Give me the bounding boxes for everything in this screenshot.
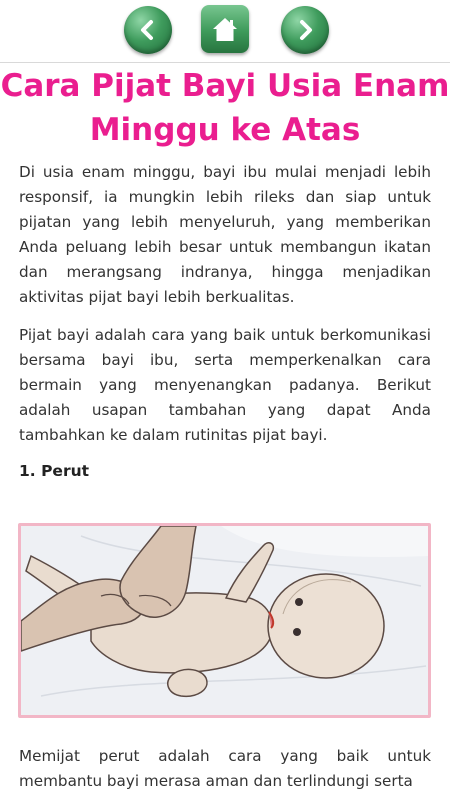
baby-massage-illustration [18,523,431,718]
section-heading: 1. Perut [19,462,90,480]
chevron-left-icon [136,18,160,42]
home-button[interactable] [201,5,249,53]
intro-paragraph: Di usia enam minggu, bayi ibu mulai menjadi lebih responsif, ia mungkin lebih rileks dan siap untuk pijatan yang lebih menyeluruh, yang memberikan Anda peluang lebih besar untuk membangun ikatan dan merangsang indranya, hingga menjadikan aktivitas pijat bayi lebih berkualitas. [19,163,431,306]
page-title: Cara Pijat Bayi Usia Enam Minggu ke Atas [0,68,450,148]
body-paragraph: Memijat perut adalah cara yang baik untuk membantu bayi merasa aman dan terlindungi serta [19,747,431,790]
next-button[interactable] [281,6,329,54]
previous-button[interactable] [124,6,172,54]
top-navigation-bar [0,0,450,63]
chevron-right-icon [293,18,317,42]
body-paragraph: Pijat bayi adalah cara yang baik untuk berkomunikasi bersama bayi ibu, serta memperkenalkan cara bermain yang menyenangkan padanya. Berikut adalah usapan tambahan yang dapat Anda tambahkan ke dalam rutinitas pijat bayi. [19,326,431,444]
home-icon [210,15,240,43]
